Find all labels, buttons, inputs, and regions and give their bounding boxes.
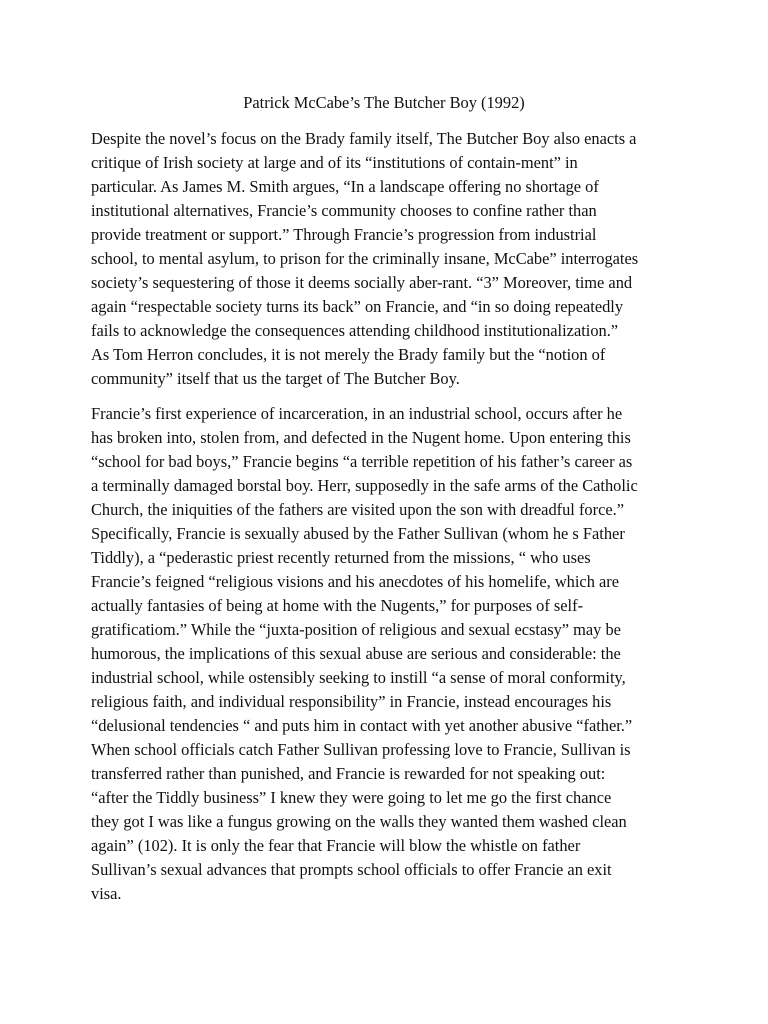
text-line: actually fantasies of being at home with the Nugents,” for purposes of self-	[91, 596, 584, 615]
paragraph	[91, 402, 691, 906]
text-line: provide treatment or support.” Through Francie’s progression from industrial	[91, 225, 597, 244]
text-line: has broken into, stolen from, and defected in the Nugent home. Upon entering this	[91, 428, 631, 447]
document-title: Patrick McCabe’s The Butcher Boy (1992)	[243, 93, 525, 112]
text-line: critique of Irish society at large and of its “institutions of contain-ment” in	[91, 153, 578, 172]
text-line: “after the Tiddly business” I knew they were going to let me go the first chance	[91, 788, 612, 807]
text-line: humorous, the implications of this sexual abuse are serious and considerable: the	[91, 644, 621, 663]
text-line: religious faith, and individual responsibility” in Francie, instead encourages his	[91, 692, 612, 711]
paragraph	[91, 127, 691, 391]
text-line: “delusional tendencies “ and puts him in contact with yet another abusive “father.”	[91, 716, 633, 735]
text-line: industrial school, while ostensibly seeking to instill “a sense of moral conformity,	[91, 668, 626, 687]
text-line: Francie’s first experience of incarceration, in an industrial school, occurs after he	[91, 404, 623, 423]
text-line: Despite the novel’s focus on the Brady family itself, The Butcher Boy also enacts a	[91, 129, 637, 148]
text-line: visa.	[91, 884, 122, 903]
document-body	[91, 127, 691, 917]
text-line: Francie’s feigned “religious visions and his anecdotes of his homelife, which are	[91, 572, 619, 591]
text-line: Specifically, Francie is sexually abused by the Father Sullivan (whom he s Father	[91, 524, 625, 543]
text-line: fails to acknowledge the consequences attending childhood institutionalization.”	[91, 321, 619, 340]
text-line: school, to mental asylum, to prison for the criminally insane, McCabe” interrogates	[91, 249, 639, 268]
text-line: institutional alternatives, Francie’s community chooses to confine rather than	[91, 201, 597, 220]
text-line: As Tom Herron concludes, it is not merely the Brady family but the “notion of	[91, 345, 606, 364]
text-line: transferred rather than punished, and Francie is rewarded for not speaking out:	[91, 764, 606, 783]
text-line: they got I was like a fungus growing on the walls they wanted them washed clean	[91, 812, 627, 831]
text-line: Tiddly), a “pederastic priest recently returned from the missions, “ who uses	[91, 548, 591, 567]
text-line: Sullivan’s sexual advances that prompts school officials to offer Francie an exit	[91, 860, 612, 879]
text-line: gratificatiom.” While the “juxta-position of religious and sexual ecstasy” may be	[91, 620, 621, 639]
text-line: again” (102). It is only the fear that Francie will blow the whistle on father	[91, 836, 581, 855]
text-line: particular. As James M. Smith argues, “In a landscape offering no shortage of	[91, 177, 599, 196]
text-line: “school for bad boys,” Francie begins “a terrible repetition of his father’s career as	[91, 452, 633, 471]
text-line: When school officials catch Father Sullivan professing love to Francie, Sullivan is	[91, 740, 631, 759]
text-line: Church, the iniquities of the fathers are visited upon the son with dreadful force.”	[91, 500, 624, 519]
text-line: again “respectable society turns its back” on Francie, and “in so doing repeatedly	[91, 297, 624, 316]
text-line: community” itself that us the target of The Butcher Boy.	[91, 369, 460, 388]
text-line: a terminally damaged borstal boy. Herr, supposedly in the safe arms of the Catholic	[91, 476, 638, 495]
text-line: society’s sequestering of those it deems socially aber-rant. “3” Moreover, time and	[91, 273, 633, 292]
